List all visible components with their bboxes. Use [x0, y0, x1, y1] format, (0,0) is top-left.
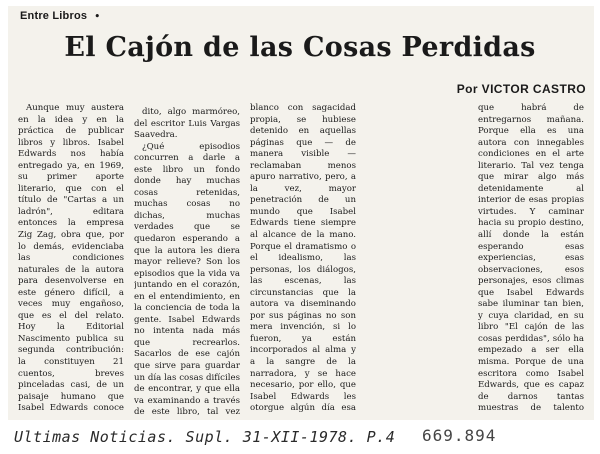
paragraph: que habrá de entregarnos mañana. Porque ella es una autora con innegables condiciones en el arte literario. Tal vez tenga que mirar algo más detenidamente al interior de esas propias virtudes. Y caminar hacia su propio destino, allí donde la están esperando esas experiencias, esas observaciones, esos personajes, esos climas que Isabel Edwards sabe iluminar tan bien, y cuya claridad, en su libro "El cajón de las cosas perdidas", sólo ha empezado a ser ella misma. Porque de una escritora como Isabel Edwards, que es capaz de darnos tantas muestras de talento	[478, 103, 584, 414]
article-column-1	[18, 103, 124, 415]
headline: El Cajón de las Cosas Perdidas	[64, 32, 536, 63]
paragraph: dito, algo marmóreo, del escritor Luis Vargas Saavedra.	[134, 107, 240, 141]
paragraph: blanco con sagacidad propia, se hubiese detenido en aquellas páginas que — de manera visible — reclamaban menos apuro narrativo, pero, a la vez, mayor penetración de un mundo que Isabel Edwards tiene siempre al alcance de la mano. Porque el dramatismo o el idealismo, las personas, los diálogos, las escenas, las circunstancias que la autora va diseminando por sus páginas no son mera invención, si lo fueron, ya están incorporados al alma y a la sangre de la narradora, y se hace necesario, por ello, que Isabel Edwards les otorgue algún día esa	[250, 103, 356, 414]
section-mark: •	[94, 10, 101, 23]
paragraph: ¿Qué episodios concurren a darle a este libro un fondo donde hay muchas cosas retenidas, muchas cosas no dichas, muchas verdades que se quedaron esperando a que la autora les diera mayor relieve? Son los episodios que la vida va juntando en el corazón, en el entendimiento, en la conciencia de toda la gente. Isabel Edwards no intenta nada más que recrearlos. Sacarlos de ese cajón que sirve para guardar un día las cosas difíciles de encontrar, y que ella va examinando a través de este libro, tal vez	[134, 141, 240, 418]
article-column-4	[478, 103, 584, 415]
paragraph: Aunque muy austera en la idea y en la práctica de publicar libros y libros. Isabel Edwards nos había entregado ya, en 1969, su primer aporte literario, que con el título de "Cartas a un ladrón", editara entonces la empresa Zig Zag, obra que, por lo demás, evidenciaba las condiciones naturales de la autora para desenvolverse en este género difícil, a veces muy engañoso, que es el del relato. Hoy la Editorial Nascimento publica su segunda contribución: la constituyen 21 cuentos, breves pinceladas casi, de un paisaje humano que Isabel Edwards conoce	[18, 103, 124, 414]
article-column-2	[134, 107, 240, 419]
article-column-3	[250, 103, 356, 415]
handwritten-source-note: Ultimas Noticias. Supl. 31-XII-1978. P.4	[14, 428, 396, 446]
reference-number: 669.894	[422, 426, 497, 445]
section-label: Entre Libros	[20, 10, 88, 22]
byline: Por VICTOR CASTRO	[456, 82, 586, 96]
